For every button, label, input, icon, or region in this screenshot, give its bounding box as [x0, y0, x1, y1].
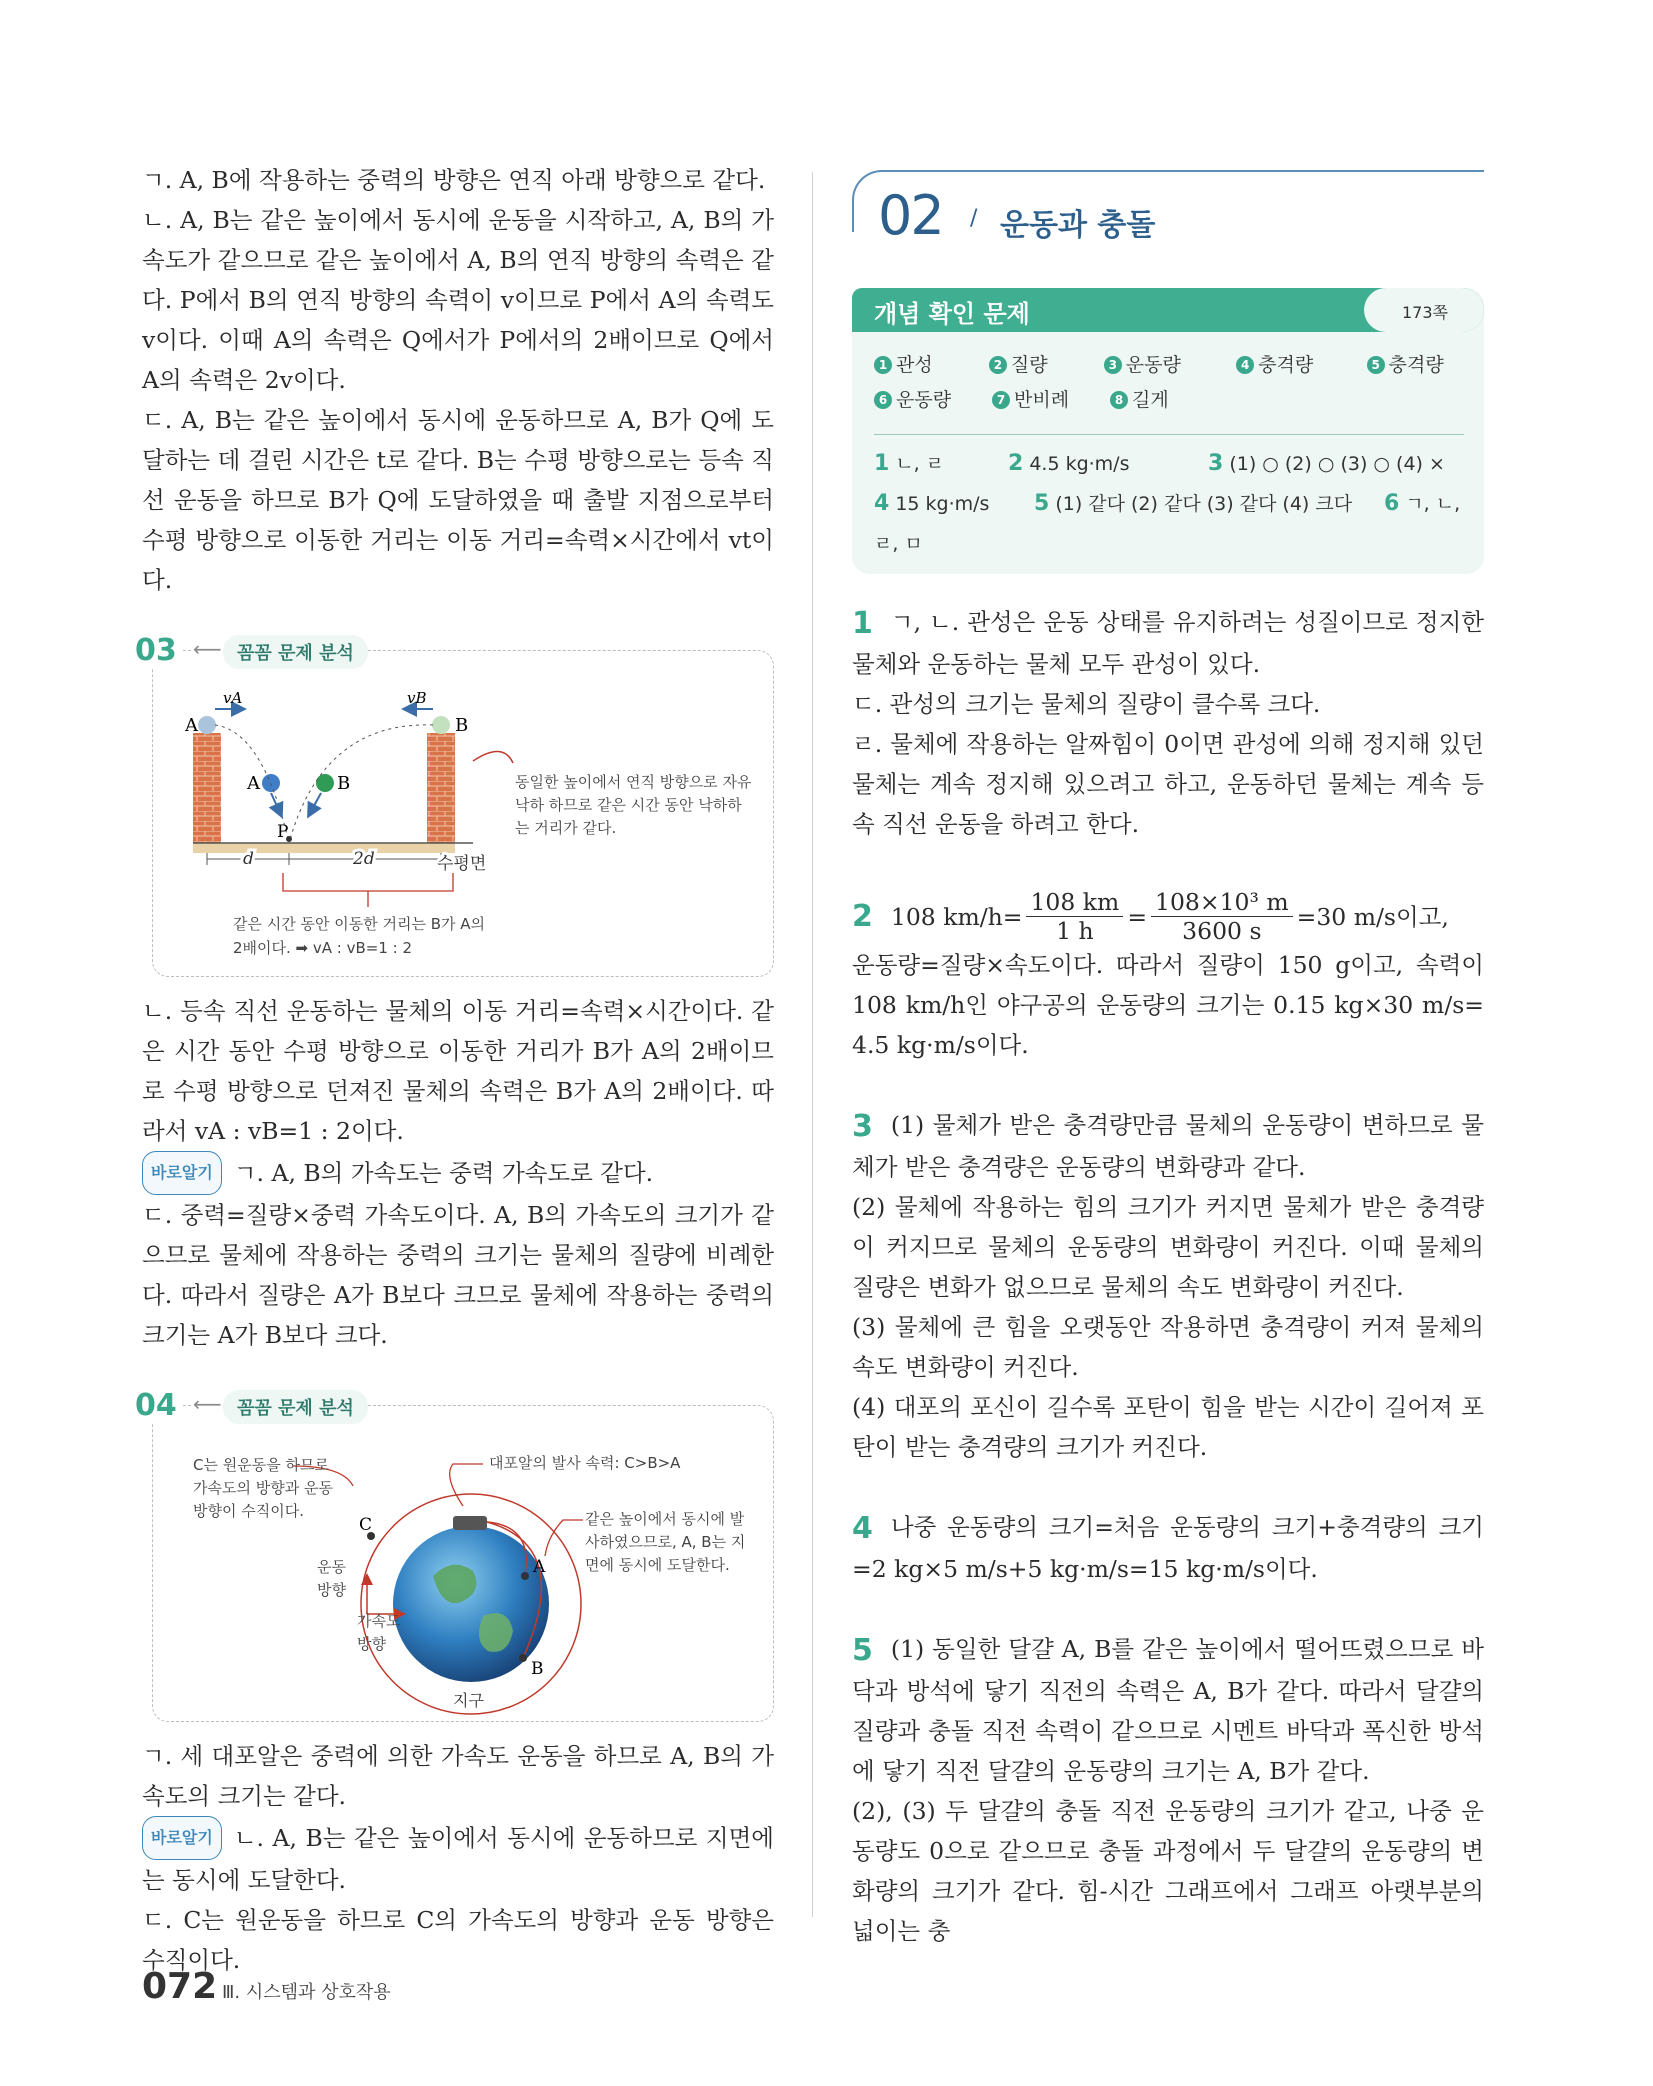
- solution-3-l3: (3) 물체에 큰 힘을 오랫동안 작용하면 충격량이 커져 물체의 속도 변화량이 커진다.: [852, 1313, 1484, 1381]
- solution-5: [852, 1629, 1484, 1951]
- label-d: d: [243, 849, 254, 869]
- label-b-top: B: [455, 715, 469, 736]
- label-a: A: [533, 1557, 546, 1577]
- label-p: P: [277, 822, 289, 842]
- keyword-num-icon: 3: [1104, 356, 1122, 374]
- solution-3-l4: (4) 대포의 포신이 길수록 포탄이 힘을 받는 시간이 길어져 포탄이 받는 충격량의 크기가 커진다.: [852, 1393, 1484, 1461]
- solution-5-l2: (2), (3) 두 달걀의 충돌 직전 운동량의 크기가 같고, 나중 운동량도 0으로 같으므로 충돌 과정에서 두 달걀의 운동량의 변화량의 크기가 같다. 힘-시간 그래프에서 그래프 아랫부분의 넓이는 충: [852, 1797, 1484, 1945]
- q03-badge: 바로알기: [142, 1151, 222, 1195]
- answer-row-1: [874, 444, 1470, 484]
- solution-3: [852, 1105, 1484, 1467]
- q04-accel-label: 가속도 방향: [357, 1612, 401, 1653]
- solution-1-number: 1: [852, 606, 873, 641]
- fraction-2: [1151, 888, 1293, 945]
- q03-analysis-box: [135, 633, 774, 977]
- keyword-num-icon: 8: [1110, 391, 1128, 409]
- solution-3-l1-text: (1) 물체가 받은 충격량만큼 물체의 운동량이 변하므로 물체가 받은 충격량은 운동량의 변화량과 같다.: [852, 1111, 1484, 1181]
- solution-5-l1: [852, 1629, 1484, 1791]
- eq-mid: =: [1127, 902, 1148, 931]
- keyword-text: 충격량: [1388, 354, 1444, 376]
- q03-tag: 꼼꼼 문제 분석: [223, 635, 368, 669]
- keyword-num-icon: 5: [1367, 356, 1385, 374]
- q03-explanation-2-text: ㄱ. A, B의 가속도는 중력 가속도로 같다.: [233, 1159, 654, 1187]
- answer-item: 2 4.5 kg·m/s: [1008, 451, 1130, 476]
- chapter-title: 운동과 충돌: [1000, 208, 1156, 243]
- solution-3-l2: (2) 물체에 작용하는 힘의 크기가 커지면 물체가 받은 충격량이 커지므로 물체의 운동량의 변화량이 커진다. 이때 물체의 질량은 변화가 없으므로 물체의 속도 변화량이 커진다.: [852, 1193, 1484, 1301]
- text-left-p1: ㄱ. A, B에 작용하는 중력의 방향은 연직 아래 방향으로 같다.: [142, 166, 766, 194]
- answer-text: 4.5 kg·m/s: [1029, 453, 1130, 475]
- q04-note-c: C는 원운동을 하므로 가속도의 방향과 운동 방향이 수직이다.: [193, 1456, 333, 1520]
- keyword-text: 반비례: [1014, 389, 1070, 411]
- keyword-item: [1110, 385, 1246, 412]
- keyword-text: 운동량: [1125, 354, 1181, 376]
- solution-2-equation: [852, 888, 1484, 945]
- answer-text: (1) 같다 (2) 같다 (3) 같다 (4) 크다: [1055, 493, 1353, 515]
- label-a-mid: A: [247, 773, 260, 794]
- q04-arrow-icon: ⟵: [193, 1392, 222, 1416]
- q04-explanation-1: ㄱ. 세 대포알은 중력에 의한 가속도 운동을 하므로 A, B의 가속도의 크기는 같다.: [142, 1742, 774, 1810]
- ball-a-top: [198, 716, 216, 734]
- keyword-item: [874, 385, 992, 412]
- column-divider: [812, 172, 813, 1917]
- q03-arrow-icon: ⟵: [193, 637, 222, 661]
- keyword-num-icon: 6: [874, 391, 892, 409]
- ball-b-top: [432, 716, 450, 734]
- keyword-num-icon: 1: [874, 356, 892, 374]
- answers-divider: [874, 434, 1464, 435]
- solution-5-l1-text: (1) 동일한 달걀 A, B를 같은 높이에서 떨어뜨렸으므로 바닥과 방석에 닿기 직전의 속력은 A, B가 같다. 따라서 달걀의 질량과 충돌 직전 속력이 같으므로 시멘트 바닥과 폭신한 방석에 닿기 직전 달걀의 운동량의 크기는 A, B가 같다.: [852, 1635, 1484, 1785]
- label-a-top: A: [185, 715, 198, 736]
- keyword-text: 운동량: [896, 389, 952, 411]
- ball-b-mid: [316, 774, 334, 792]
- eq-lead: 108 km/h=: [890, 902, 1023, 931]
- fraction-2-den: 3600 s: [1182, 917, 1262, 945]
- ground: [193, 843, 455, 853]
- text-left-p3: ㄷ. A, B는 같은 높이에서 동시에 운동하므로 A, B가 Q에 도달하는 데 걸린 시간은 t로 같다. B는 수평 방향으로는 등속 직선 운동을 하므로 B가 Q에 도달하였을 때 출발 지점으로부터 수평 방향으로 이동한 거리는 이동 거리=속력×시간에서 vt이다.: [142, 406, 774, 594]
- keyword-item: [1367, 350, 1464, 377]
- chapter-header-line: [852, 170, 1484, 232]
- solution-4: [852, 1507, 1484, 1589]
- cannon: [453, 1516, 487, 1530]
- solution-1-l1-text: ㄱ, ㄴ. 관성은 운동 상태를 유지하려는 성질이므로 정지한 물체와 운동하는 물체 모두 관성이 있다.: [852, 608, 1484, 678]
- left-pillar: [193, 733, 221, 843]
- q04-badge: 바로알기: [142, 1816, 222, 1860]
- solution-1-l2: ㄷ. 관성의 크기는 물체의 질량이 클수록 크다.: [852, 690, 1321, 718]
- q04-number: 04: [135, 1388, 181, 1423]
- q04-note-ab: 같은 높이에서 동시에 발사하였으므로, A, B는 지면에 동시에 도달한다.: [585, 1510, 746, 1574]
- right-pillar: [427, 733, 455, 843]
- label-va: vA: [223, 689, 243, 707]
- keyword-text: 길게: [1132, 389, 1169, 411]
- q04-note-speed: 대포알의 발사 속력: C>B>A: [489, 1454, 681, 1472]
- solution-2-number: 2: [852, 898, 873, 934]
- fraction-1: [1026, 888, 1123, 945]
- keyword-num-icon: 7: [992, 391, 1010, 409]
- keyword-row-2: [874, 385, 1464, 412]
- solution-4-l1-text: 나중 운동량의 크기=처음 운동량의 크기+충격량의 크기 =2 kg×5 m/s+5 kg·m/s=15 kg·m/s이다.: [852, 1513, 1484, 1583]
- solution-3-l1: [852, 1105, 1484, 1187]
- label-vb: vB: [407, 689, 427, 707]
- answer-row-2: [874, 484, 1470, 524]
- answer-item: 6 ㄱ, ㄴ,: [1384, 491, 1461, 516]
- answer-item: 1 ㄴ, ㄹ: [874, 451, 945, 476]
- keyword-text: 관성: [896, 354, 933, 376]
- ball-a-mid: [262, 774, 280, 792]
- solution-1: [852, 602, 1484, 844]
- chapter-header: [852, 170, 1484, 260]
- keyword-num-icon: 2: [989, 356, 1007, 374]
- fraction-1-den: 1 h: [1056, 917, 1094, 945]
- solution-1-l1: [852, 602, 1484, 684]
- chapter-slash-icon: /: [970, 206, 978, 231]
- keyword-item: [1104, 350, 1236, 377]
- concept-page: 173쪽: [1402, 303, 1448, 322]
- keyword-list: [874, 350, 1464, 412]
- fraction-2-num: 108×10³ m: [1151, 888, 1293, 917]
- label-b-mid: B: [337, 773, 351, 794]
- q04-tag: 꼼꼼 문제 분석: [223, 1390, 368, 1424]
- solution-4-l1: [852, 1507, 1484, 1589]
- solution-3-number: 3: [852, 1109, 873, 1144]
- answer-item: 3 (1) ○ (2) ○ (3) ○ (4) ×: [1208, 451, 1445, 476]
- q03-explanation-2: [142, 1151, 774, 1195]
- keyword-text: 질량: [1010, 354, 1048, 376]
- label-b: B: [531, 1659, 544, 1679]
- q04-explanation-2-text: ㄴ. A, B는 같은 높이에서 동시에 운동하므로 지면에 는 동시에 도달한다.: [142, 1824, 774, 1894]
- answer-text: (1) ○ (2) ○ (3) ○ (4) ×: [1229, 453, 1445, 475]
- solution-2-rest: 운동량=질량×속도이다. 따라서 질량이 150 g이고, 속력이 108 km/h인 야구공의 운동량의 크기는 0.15 kg×30 m/s= 4.5 kg·m/s이다.: [852, 951, 1484, 1059]
- q03-note-right: 동일한 높이에서 연직 방향으로 자유낙하 하므로 같은 시간 동안 낙하하는 거리가 같다.: [515, 773, 752, 837]
- eq-end: =30 m/s이고,: [1296, 902, 1449, 931]
- answer-item: 4 15 kg·m/s: [874, 491, 990, 516]
- q03-number: 03: [135, 633, 181, 668]
- concept-title: 개념 확인 문제: [874, 300, 1030, 328]
- keyword-item: [874, 350, 989, 377]
- trajectory-b: [289, 725, 433, 843]
- q03-note-bottom-2: 2배이다. ➡ vA : vB=1 : 2: [233, 939, 413, 957]
- keyword-item: [1236, 350, 1366, 377]
- keyword-item: [992, 385, 1110, 412]
- answer-text: 15 kg·m/s: [895, 493, 990, 515]
- q04-motion-label: 운동 방향: [317, 1558, 346, 1599]
- q03-explanation-3: ㄷ. 중력=질량×중력 가속도이다. A, B의 가속도의 크기가 같으므로 물체에 작용하는 중력의 크기는 물체의 질량에 비례한다. 따라서 질량은 A가 B보다 크므로 물체에 작용하는 중력의 크기는 A가 B보다 크다.: [142, 1201, 774, 1349]
- fraction-1-num: 108 km: [1026, 888, 1123, 917]
- solution-4-number: 4: [852, 1511, 873, 1546]
- text-left-p2: ㄴ. A, B는 같은 높이에서 동시에 운동을 시작하고, A, B의 가속도가 같으므로 같은 높이에서 A, B의 연직 방향의 속력은 같다. P에서 B의 연직 방향의 속력이 v이므로 P에서 A의 속력도 v이다. 이때 A의 속력은 Q에서가 P에서의 2배이므로 Q에서 A의 속력은 2v이다.: [142, 206, 774, 394]
- q04-explanation-3: ㄷ. C는 원운동을 하므로 C의 가속도의 방향과 운동 방향은 수직이다.: [142, 1906, 774, 1974]
- label-ground: 수평면: [437, 854, 487, 874]
- keyword-row-1: [874, 350, 1464, 377]
- left-column: [135, 160, 774, 1980]
- q03-note-bottom-1: 같은 시간 동안 이동한 거리는 B가 A의: [233, 915, 486, 933]
- chapter-number: 02: [878, 184, 943, 247]
- q04-explanation-2: [142, 1816, 774, 1900]
- answer-text: ㄱ, ㄴ,: [1405, 493, 1461, 515]
- answer-item: 5 (1) 같다 (2) 같다 (3) 같다 (4) 크다: [1034, 491, 1353, 516]
- label-c: C: [359, 1515, 373, 1535]
- solution-2: [852, 888, 1484, 1065]
- right-column: [852, 170, 1484, 1951]
- answer-list: [874, 444, 1470, 564]
- solution-5-number: 5: [852, 1633, 873, 1668]
- keyword-item: [989, 350, 1104, 377]
- page-number: 072: [142, 1966, 218, 2007]
- q03-explanation-1: ㄴ. 등속 직선 운동하는 물체의 이동 거리=속력×시간이다. 같은 시간 동안 수평 방향으로 이동한 거리가 B가 A의 2배이므로 수평 방향으로 던져진 물체의 속력은 B가 A의 2배이다. 따라서 vA : vB=1 : 2이다.: [142, 997, 774, 1145]
- answer-row-3: ㄹ, ㅁ: [874, 533, 923, 555]
- keyword-num-icon: 4: [1236, 356, 1254, 374]
- solution-1-l3: ㄹ. 물체에 작용하는 알짜힘이 0이면 관성에 의해 정지해 있던 물체는 계속 정지해 있으려고 하고, 운동하던 물체는 계속 등속 직선 운동을 하려고 한다.: [852, 730, 1484, 838]
- label-earth: 지구: [453, 1691, 484, 1710]
- answer-text: ㄴ, ㄹ: [895, 453, 945, 475]
- section-title: Ⅲ. 시스템과 상호작용: [222, 1982, 391, 2003]
- q04-analysis-box: [135, 1388, 774, 1722]
- concept-check-box: [852, 288, 1484, 574]
- keyword-text: 충격량: [1258, 354, 1314, 376]
- label-2d: 2d: [353, 849, 375, 869]
